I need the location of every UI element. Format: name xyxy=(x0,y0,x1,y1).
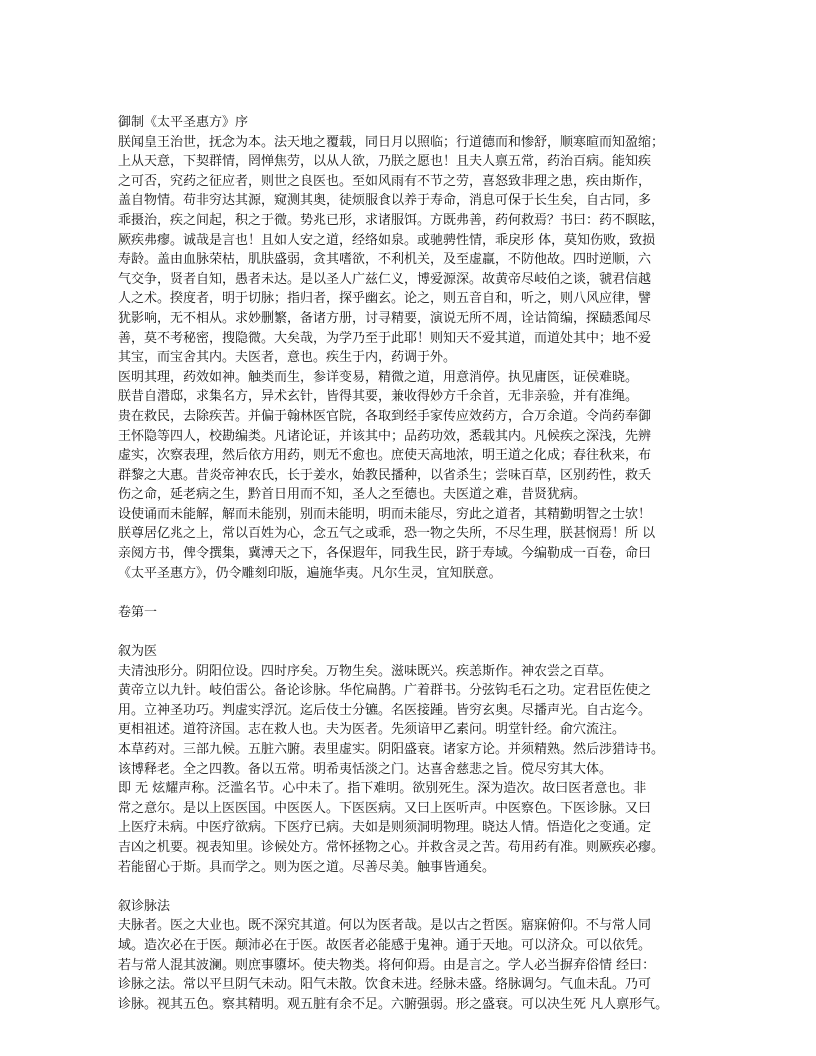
text-line: 更相祖述。道符济国。志在救人也。夫为医者。先须谙甲乙素问。明堂针经。俞穴流注。 xyxy=(118,722,626,738)
text-line: 上从天意，下契群情，罔惮焦劳，以从人欲，乃朕之愿也！且夫人禀五常，药治百病。能知疾 xyxy=(118,154,652,170)
text-line: 即 无 炫耀声称。泛滥名节。心中未了。指下难明。欲别死生。深为造次。故曰医者意也。非 xyxy=(118,781,647,797)
text-line: 上医疗未病。中医疗欲病。下医疗已病。夫如是则须洞明物理。晓达人情。悟造化之变通。定 xyxy=(118,820,652,836)
preface-title: 御制《太平圣惠方》序 xyxy=(118,115,249,130)
text-line: 本草药对。三部九候。五脏六腑。表里虚实。阴阳盛衰。诸家方论。并须精熟。然后涉猎诗书。 xyxy=(118,742,665,757)
text-line: 犹影响，无不相从。求妙删繁，备诸方册，讨寻精要，演说无所不周，诠诂简编，探赜悉闻尽 xyxy=(118,310,652,326)
text-line: 医明其理，药效如神。触类而生，参详变易，精微之道，用意消停。执见庸医，证侯难晓。 xyxy=(118,369,639,385)
text-line: 盖自物情。苟非穷达其源，窥测其奥，徒烦服食以养于寿命，消息可保于长生矣，自古同，多 xyxy=(118,193,652,209)
spacer xyxy=(118,622,700,642)
text-line: 亲阅方书，俾令撰集，冀溥天之下，各保遐年，同我生民，跻于寿域。今编勒成一百卷，命曰 xyxy=(118,546,652,562)
document-page xyxy=(118,113,700,1014)
section-title: 叙诊脉法 xyxy=(118,898,171,914)
text-line: 若与常人混其波澜。则庶事隳坏。使夫物类。将何仰焉。由是言之。学人必当摒弃俗情 经曰： xyxy=(118,957,656,973)
text-line: 诊脉。视其五色。察其精明。观五脏有余不足。六腑强弱。形之盛衰。可以决生死 凡人禀形气。 xyxy=(118,996,669,1012)
spacer xyxy=(118,877,700,897)
text-line: 诊脉之法。常以平旦阴气未动。阳气未散。饮食未进。经脉未盛。络脉调匀。气血未乱。乃可 xyxy=(118,977,652,993)
text-line: 黄帝立以九针。岐伯雷公。备论诊脉。华佗扁鹊。广着群书。分弦钩毛石之功。定君臣佐使之 xyxy=(118,683,652,699)
text-line: 群黎之大惠。昔炎帝神农氏，长于姜水，始教民播种，以省杀生；尝味百草，区别药性，救夭 xyxy=(118,467,652,483)
preface-section xyxy=(118,113,700,583)
text-line: 设使诵而未能解，解而未能别，别而未能明，明而未能尽，穷此之道者，其精勤明智之士欤！ xyxy=(118,506,652,522)
text-line: 善，莫不考秘密，搜隐微。大矣哉，为学乃至于此耶！则知天不爱其道，而道处其中；地不爱 xyxy=(118,330,652,346)
text-line: 乖摄治，疾之间起，积之于微。势兆已形，求诸服饵。方既弗善，药何救焉？书曰：药不瞑眩， xyxy=(118,212,665,228)
text-line: 夫脉者。医之大业也。既不深究其道。何以为医者哉。是以古之哲医。寤寐俯仰。不与常人同 xyxy=(118,918,652,934)
text-line: 朕昔自潜邸，求集名方，异术玄针，皆得其要，兼收得妙方千余首，无非亲验，并有准绳。 xyxy=(118,389,639,405)
text-line: 王怀隐等四人，校勘编类。凡诸论证，并该其中；品药功效，悉载其内。凡候疾之深浅，先辨 xyxy=(118,428,652,444)
text-line: 夫清浊形分。阴阳位设。四时序矣。万物生矣。滋味既兴。疾恙斯作。神农尝之百草。 xyxy=(118,663,613,679)
volume-title: 卷第一 xyxy=(118,604,158,620)
text-line: 常之意尔。是以上医医国。中医医人。下医医病。又曰上医听声。中医察色。下医诊脉。又曰 xyxy=(118,800,652,816)
text-line: 域。造次必在于医。颠沛必在于医。故医者必能感于鬼神。通于天地。可以济众。可以依凭。 xyxy=(118,937,652,953)
text-line: 用。立神圣功巧。判虚实浮沉。迄后伎士分镳。名医接踵。皆穷玄奥。尽播声光。自古迄今。 xyxy=(118,702,652,718)
text-line: 气交争，贤者自知，愚者未达。是以圣人广兹仁义，博爱源深。故黄帝尽岐伯之谈，虢君信越 xyxy=(118,271,652,287)
section-title: 叙为医 xyxy=(118,644,158,660)
text-line: 朕尊居亿兆之上，常以百姓为心，念五气之或乖，恐一物之失所，不尽生理，朕甚悯焉！所 以 xyxy=(118,526,656,542)
text-line: 伤之命，延老病之生，黔首日用而不知，圣人之至德也。夫医道之难，昔贤犹病。 xyxy=(118,487,587,503)
section-body xyxy=(118,916,700,1014)
preface-body xyxy=(118,133,700,584)
text-line: 若能留心于斯。具而学之。则为医之道。尽善尽美。触事皆通矣。 xyxy=(118,859,496,875)
text-line: 之可否，究药之征应者，则世之良医也。至如风雨有不节之劳，喜怒致非理之患，疾由斯作， xyxy=(118,173,652,189)
text-line: 吉凶之机要。视表知里。诊候处方。常怀拯物之心。并救含灵之苦。苟用药有准。则厥疾必瘳。 xyxy=(118,839,665,855)
section-on-being-a-physician xyxy=(118,642,700,877)
section-on-pulse-diagnosis xyxy=(118,897,700,1015)
text-line: 人之术。揆度者，明于切脉；指归者，探乎幽玄。论之，则五音自和，听之，则八风应律，譬 xyxy=(118,291,652,307)
text-line: 该博释老。全之四教。备以五常。明希夷恬淡之门。达喜舍慈悲之旨。傥尽穷其大体。 xyxy=(118,761,613,777)
text-line: 寿龄。盖由血脉荣枯，肌肤盛弱，贪其嗜欲，不利机关，及至虚羸，不防他故。四时逆顺，六 xyxy=(118,252,652,268)
text-line: 《太平圣惠方》，仍令雕刻印版，遍施华夷。凡尔生灵，宜知朕意。 xyxy=(118,565,502,581)
spacer xyxy=(118,583,700,603)
text-line: 虚实，次察表理，然后依方用药，则无不愈也。庶使天高地浓，明王道之化成；春往秋来，布 xyxy=(118,448,652,464)
section-body xyxy=(118,662,700,878)
text-line: 其宝，而宝舍其内。夫医者，意也。疾生于内，药调于外。 xyxy=(118,350,457,366)
text-line: 朕闻皇王治世，抚念为本。法天地之覆载，同日月以照临；行道德而和惨舒，顺寒暄而知盈缩； xyxy=(118,134,665,150)
text-line: 贵在救民，去除疾苦。并偏于翰林医官院，各取到经手家传应效药方，合万余道。令尚药奉御 xyxy=(118,408,652,424)
text-line: 厥疾弗瘳。诚哉是言也！且如人安之道，经络如泉。或驰骋性情，乖戾形 体，莫知伤败，致损 xyxy=(118,232,656,248)
